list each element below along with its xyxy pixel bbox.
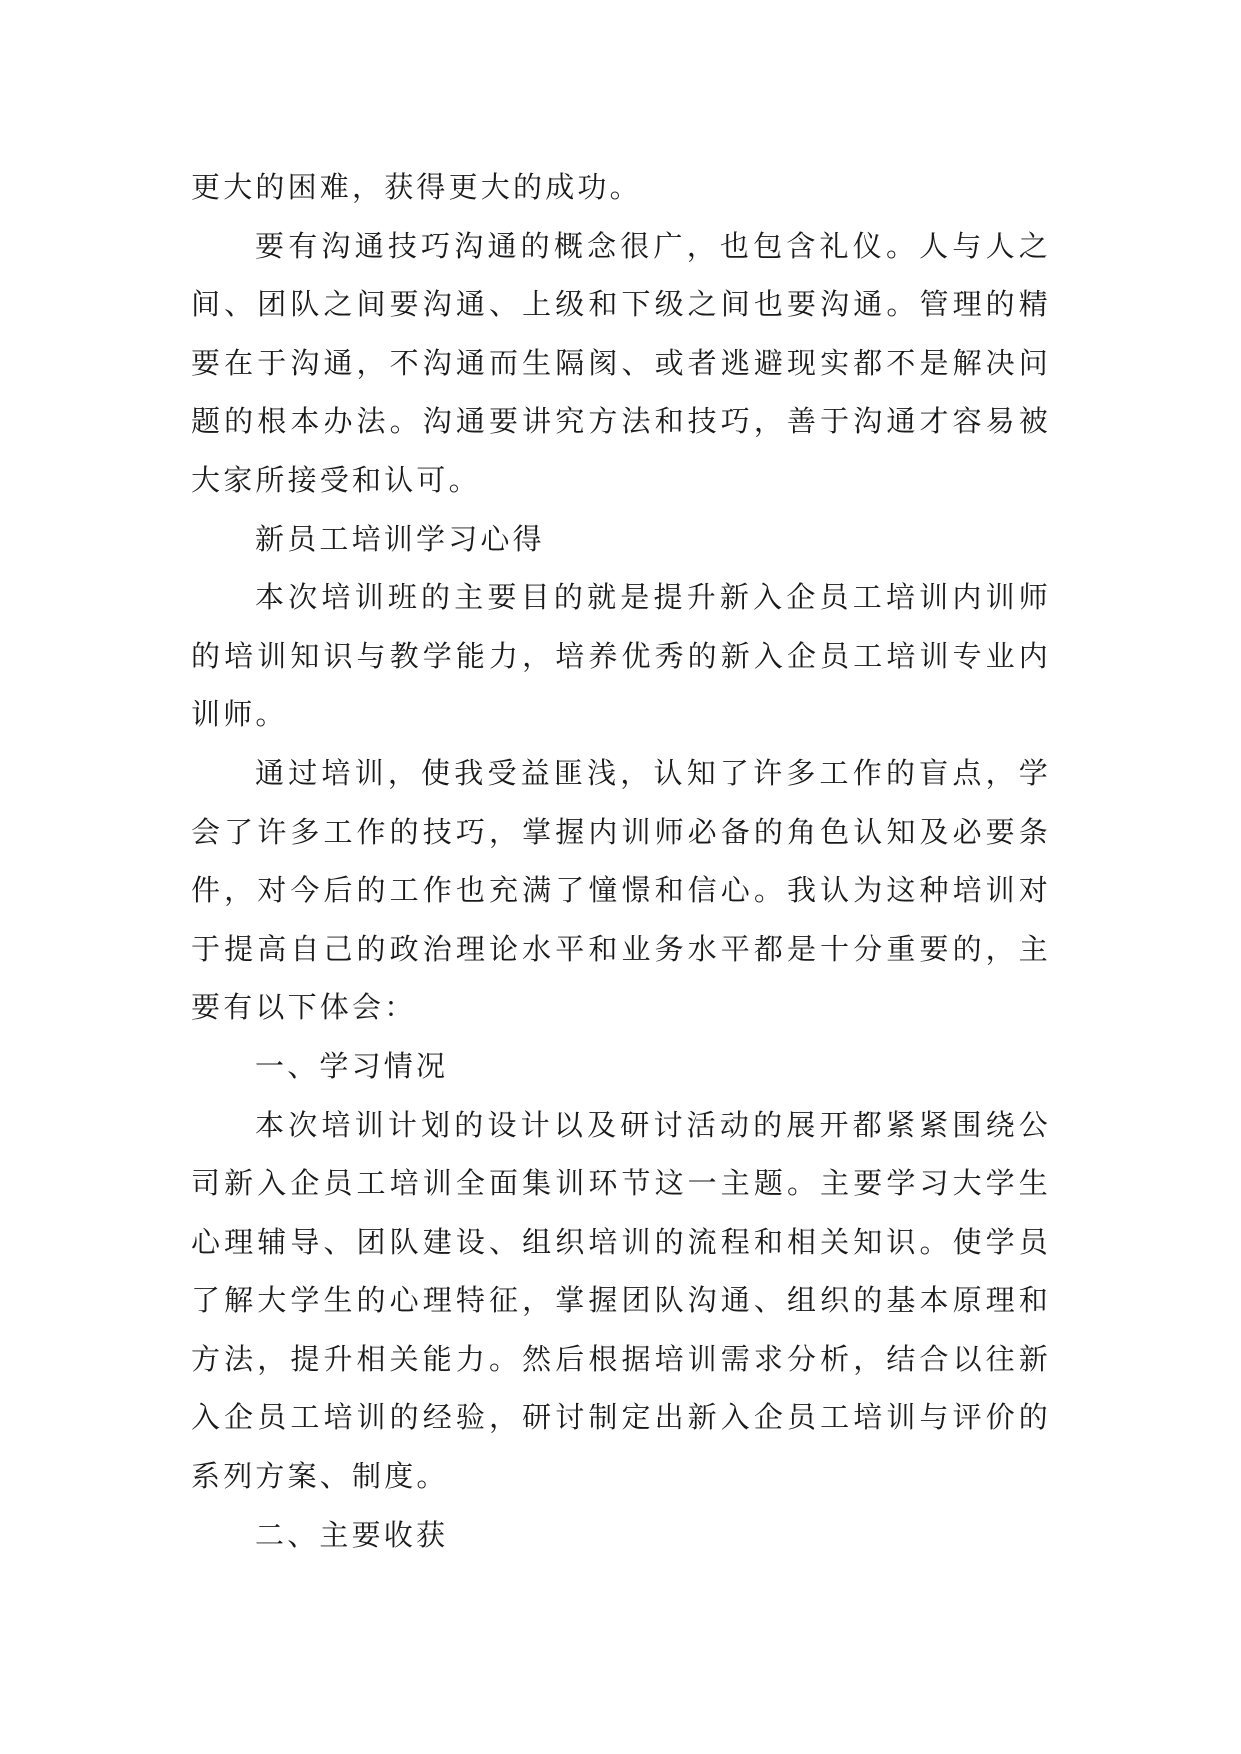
section-heading-study-status: 一、学习情况 <box>255 1048 449 1083</box>
section-title-training-notes: 新员工培训学习心得 <box>255 521 545 556</box>
paragraph-training-benefits: 通过培训，使我受益匪浅，认知了许多工作的盲点，学会了许多工作的技巧，掌握内训师必备的角色认知及必要条件，对今后的工作也充满了憧憬和信心。我认为这种培训对于提高自己的政治理论水平和业务水平都是十分重要的，主要有以下体会： <box>191 755 1051 1025</box>
document-body <box>191 158 1051 1564</box>
paragraph-continuation: 更大的困难，获得更大的成功。 <box>191 170 642 204</box>
paragraph-study-content: 本次培训计划的设计以及研讨活动的展开都紧紧围绕公司新入企员工培训全面集训环节这一主题。主要学习大学生心理辅导、团队建设、组织培训的流程和相关知识。使学员了解大学生的心理特征，掌握团队沟通、组织的基本原理和方法，提升相关能力。然后根据培训需求分析，结合以往新入企员工培训的经验，研讨制定出新入企员工培训与评价的系列方案、制度。 <box>191 1107 1051 1494</box>
paragraph-communication-skills: 要有沟通技巧沟通的概念很广，也包含礼仪。人与人之间、团队之间要沟通、上级和下级之间也要沟通。管理的精要在于沟通，不沟通而生隔阂、或者逃避现实都不是解决问题的根本办法。沟通要讲究方法和技巧，善于沟通才容易被大家所接受和认可。 <box>191 228 1051 497</box>
paragraph-training-purpose: 本次培训班的主要目的就是提升新入企员工培训内训师的培训知识与教学能力，培养优秀的新入企员工培训专业内训师。 <box>191 580 1051 732</box>
section-heading-main-gains: 二、主要收获 <box>255 1517 449 1552</box>
